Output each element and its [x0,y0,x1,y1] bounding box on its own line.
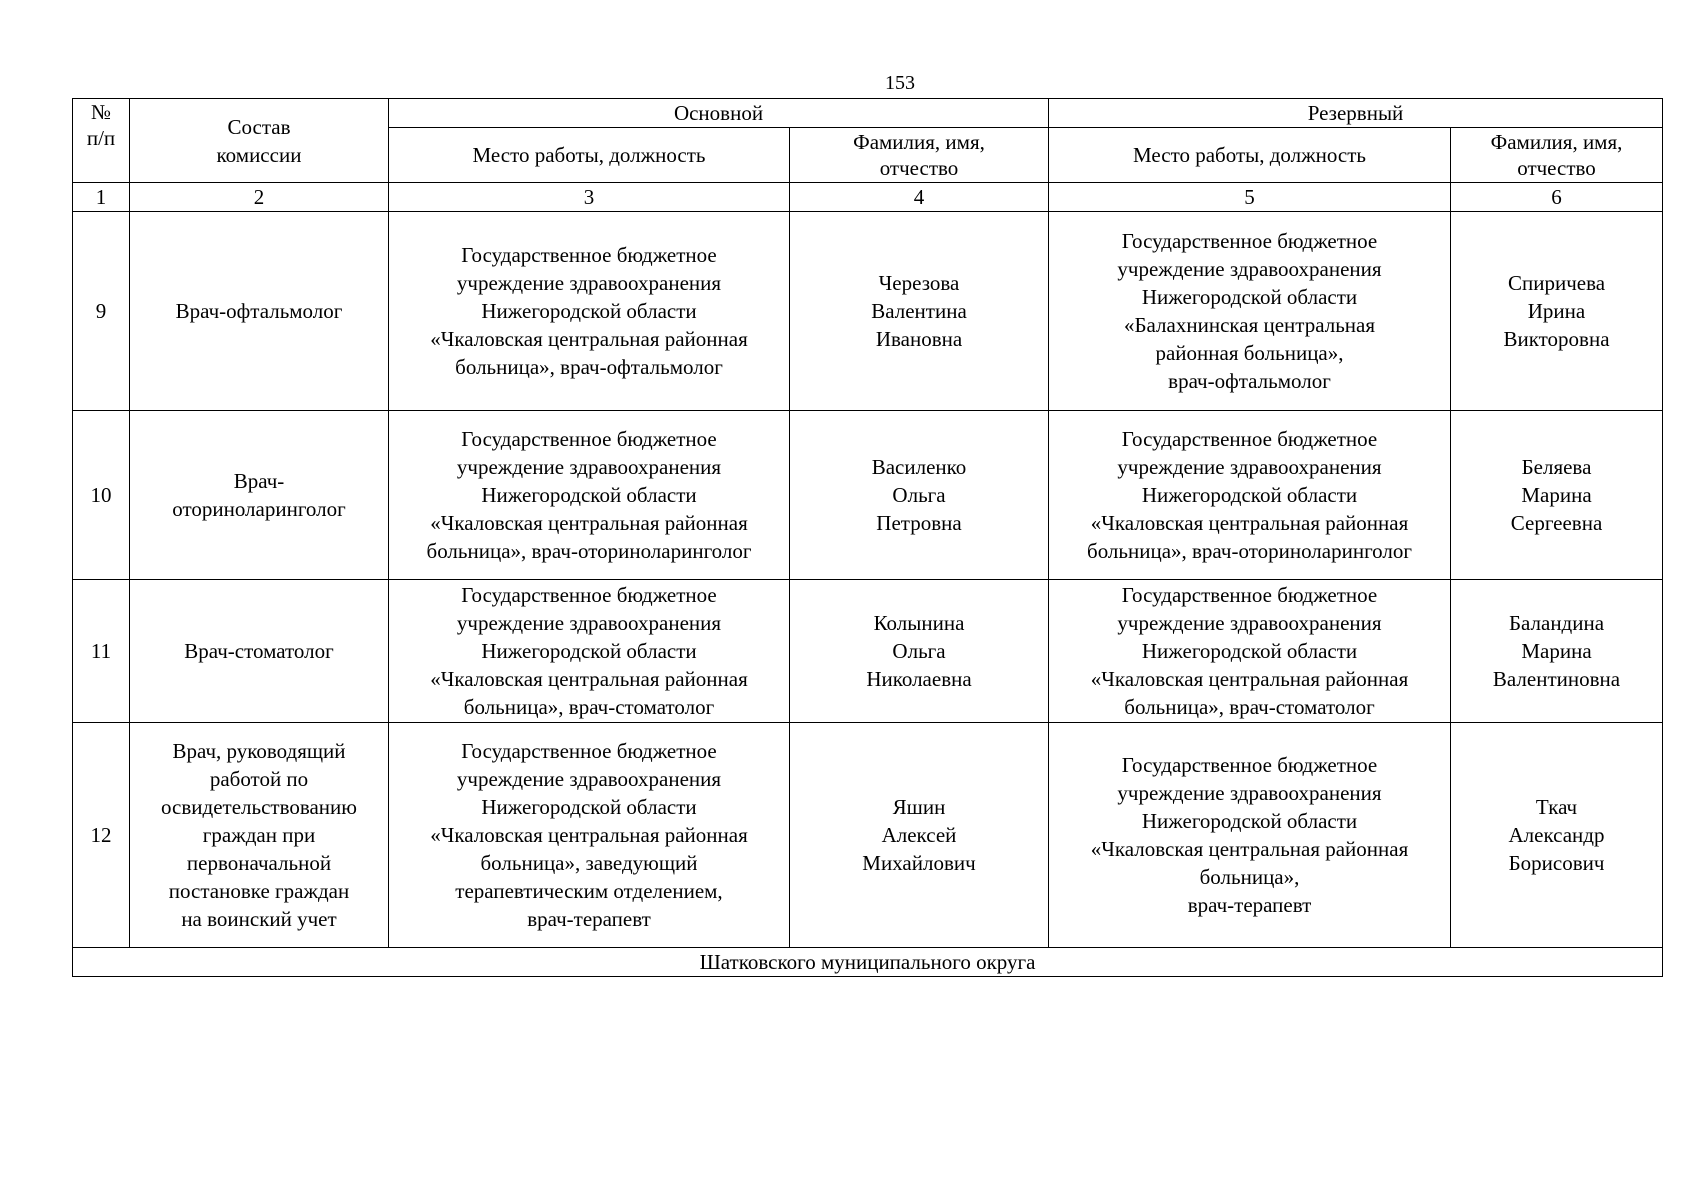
column-number: 1 [73,183,130,212]
row-number: 11 [73,580,130,723]
main-workplace: Государственное бюджетное учреждение здравоохранения Нижегородской области «Чкаловская центральная районная больница», врач-офтальмолог [389,212,790,411]
table-row [73,580,1663,723]
column-number: 4 [790,183,1049,212]
section-title: Шатковского муниципального округа [73,948,1663,977]
commission-table [72,98,1663,977]
row-number: 10 [73,411,130,580]
reserve-fio: Баландина Марина Валентиновна [1451,580,1663,723]
commission-role: Врач, руководящий работой по освидетельствованию граждан при первоначальной постановке граждан на воинский учет [130,723,389,948]
main-fio: Черезова Валентина Ивановна [790,212,1049,411]
header-main: Основной [389,99,1049,128]
header-main-fio: Фамилия, имя, отчество [790,128,1049,183]
main-fio: Колынина Ольга Николаевна [790,580,1049,723]
page-number: 153 [885,72,915,94]
table-row [73,411,1663,580]
column-number-row [73,183,1663,212]
main-workplace: Государственное бюджетное учреждение здравоохранения Нижегородской области «Чкаловская центральная районная больница», врач-стоматолог [389,580,790,723]
header-composition: Состав комиссии [130,99,389,183]
section-row [73,948,1663,977]
commission-role: Врач- оториноларинголог [130,411,389,580]
reserve-workplace: Государственное бюджетное учреждение здравоохранения Нижегородской области «Чкаловская центральная районная больница», врач-терапевт [1049,723,1451,948]
commission-role: Врач-стоматолог [130,580,389,723]
header-reserve-workplace: Место работы, должность [1049,128,1451,183]
table-row [73,212,1663,411]
reserve-fio: Беляева Марина Сергеевна [1451,411,1663,580]
main-fio: Василенко Ольга Петровна [790,411,1049,580]
reserve-workplace: Государственное бюджетное учреждение здравоохранения Нижегородской области «Балахнинская центральная районная больница», врач-офтальмолог [1049,212,1451,411]
reserve-workplace: Государственное бюджетное учреждение здравоохранения Нижегородской области «Чкаловская центральная районная больница», врач-оториноларинголог [1049,411,1451,580]
column-number: 3 [389,183,790,212]
header-main-workplace: Место работы, должность [389,128,790,183]
row-number: 9 [73,212,130,411]
column-number: 2 [130,183,389,212]
table-row [73,723,1663,948]
column-number: 5 [1049,183,1451,212]
commission-role: Врач-офтальмолог [130,212,389,411]
header-reserve: Резервный [1049,99,1663,128]
reserve-fio: Спиричева Ирина Викторовна [1451,212,1663,411]
main-fio: Яшин Алексей Михайлович [790,723,1049,948]
row-number: 12 [73,723,130,948]
reserve-workplace: Государственное бюджетное учреждение здравоохранения Нижегородской области «Чкаловская центральная районная больница», врач-стоматолог [1049,580,1451,723]
column-number: 6 [1451,183,1663,212]
header-num: № п/п [73,99,130,183]
main-workplace: Государственное бюджетное учреждение здравоохранения Нижегородской области «Чкаловская центральная районная больница», врач-оториноларинголог [389,411,790,580]
reserve-fio: Ткач Александр Борисович [1451,723,1663,948]
header-reserve-fio: Фамилия, имя, отчество [1451,128,1663,183]
main-workplace: Государственное бюджетное учреждение здравоохранения Нижегородской области «Чкаловская центральная районная больница», заведующий терапевтическим отделением, врач-терапевт [389,723,790,948]
header-row-top [73,99,1663,128]
